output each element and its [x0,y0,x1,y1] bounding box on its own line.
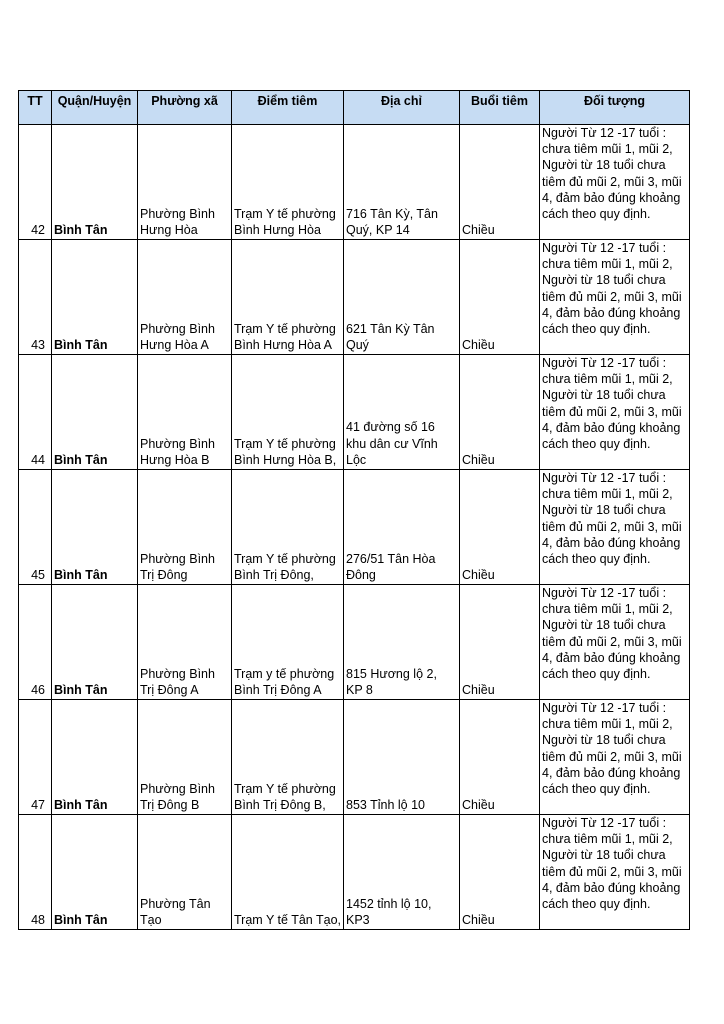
cell-district: Bình Tân [52,125,138,240]
header-address: Địa chỉ [344,91,460,125]
cell-site: Trạm Y tế phường Bình Trị Đông B, [232,700,344,815]
cell-tt: 45 [19,470,52,585]
cell-district: Bình Tân [52,240,138,355]
cell-session: Chiều [460,470,540,585]
cell-site: Trạm Y tế phường Bình Hưng Hòa A [232,240,344,355]
cell-address: 41 đường số 16 khu dân cư Vĩnh Lộc [344,355,460,470]
table-row [19,470,690,585]
table-row [19,240,690,355]
cell-district: Bình Tân [52,585,138,700]
cell-session: Chiều [460,355,540,470]
header-target: Đối tượng [540,91,690,125]
header-session: Buổi tiêm [460,91,540,125]
cell-tt: 44 [19,355,52,470]
cell-session: Chiều [460,815,540,930]
table-row [19,355,690,470]
cell-target: Người Từ 12 -17 tuổi : chưa tiêm mũi 1, mũi 2, Người từ 18 tuổi chưa tiêm đủ mũi 2, mũi 3, mũi 4, đảm bảo đúng khoảng cách theo quy định. [540,125,690,240]
cell-target: Người Từ 12 -17 tuổi : chưa tiêm mũi 1, mũi 2, Người từ 18 tuổi chưa tiêm đủ mũi 2, mũi 3, mũi 4, đảm bảo đúng khoảng cách theo quy định. [540,355,690,470]
cell-address: 621 Tân Kỳ Tân Quý [344,240,460,355]
vaccination-sites-table [18,90,690,930]
header-district: Quận/Huyện [52,91,138,125]
cell-ward: Phường Bình Trị Đông B [138,700,232,815]
cell-ward: Phường Bình Trị Đông [138,470,232,585]
cell-ward: Phường Bình Hưng Hòa B [138,355,232,470]
cell-tt: 48 [19,815,52,930]
cell-tt: 43 [19,240,52,355]
cell-district: Bình Tân [52,355,138,470]
header-site: Điểm tiêm [232,91,344,125]
cell-ward: Phường Bình Hưng Hòa A [138,240,232,355]
cell-district: Bình Tân [52,815,138,930]
cell-target: Người Từ 12 -17 tuổi : chưa tiêm mũi 1, mũi 2, Người từ 18 tuổi chưa tiêm đủ mũi 2, mũi 3, mũi 4, đảm bảo đúng khoảng cách theo quy định. [540,815,690,930]
cell-address: 1452 tỉnh lộ 10, KP3 [344,815,460,930]
table-row [19,125,690,240]
cell-target: Người Từ 12 -17 tuổi : chưa tiêm mũi 1, mũi 2, Người từ 18 tuổi chưa tiêm đủ mũi 2, mũi 3, mũi 4, đảm bảo đúng khoảng cách theo quy định. [540,240,690,355]
cell-ward: Phường Bình Hưng Hòa [138,125,232,240]
cell-site: Trạm y tế phường Bình Trị Đông A [232,585,344,700]
table-row [19,700,690,815]
cell-site: Trạm Y tế phường Bình Hưng Hòa [232,125,344,240]
header-tt: TT [19,91,52,125]
cell-session: Chiều [460,240,540,355]
cell-address: 815 Hương lộ 2, KP 8 [344,585,460,700]
cell-target: Người Từ 12 -17 tuổi : chưa tiêm mũi 1, mũi 2, Người từ 18 tuổi chưa tiêm đủ mũi 2, mũi 3, mũi 4, đảm bảo đúng khoảng cách theo quy định. [540,700,690,815]
header-ward: Phường xã [138,91,232,125]
cell-ward: Phường Bình Trị Đông A [138,585,232,700]
header-row [19,91,690,125]
cell-tt: 46 [19,585,52,700]
cell-address: 276/51 Tân Hòa Đông [344,470,460,585]
cell-district: Bình Tân [52,470,138,585]
cell-tt: 42 [19,125,52,240]
cell-session: Chiều [460,700,540,815]
cell-site: Trạm Y tế Tân Tạo, [232,815,344,930]
cell-target: Người Từ 12 -17 tuổi : chưa tiêm mũi 1, mũi 2, Người từ 18 tuổi chưa tiêm đủ mũi 2, mũi 3, mũi 4, đảm bảo đúng khoảng cách theo quy định. [540,470,690,585]
cell-target: Người Từ 12 -17 tuổi : chưa tiêm mũi 1, mũi 2, Người từ 18 tuổi chưa tiêm đủ mũi 2, mũi 3, mũi 4, đảm bảo đúng khoảng cách theo quy định. [540,585,690,700]
cell-site: Trạm Y tế phường Bình Trị Đông, [232,470,344,585]
cell-district: Bình Tân [52,700,138,815]
cell-address: 716 Tân Kỳ, Tân Quý, KP 14 [344,125,460,240]
cell-site: Trạm Y tế phường Bình Hưng Hòa B, [232,355,344,470]
cell-session: Chiều [460,125,540,240]
cell-tt: 47 [19,700,52,815]
cell-address: 853 Tỉnh lộ 10 [344,700,460,815]
table-row [19,815,690,930]
table-row [19,585,690,700]
cell-session: Chiều [460,585,540,700]
cell-ward: Phường Tân Tạo [138,815,232,930]
